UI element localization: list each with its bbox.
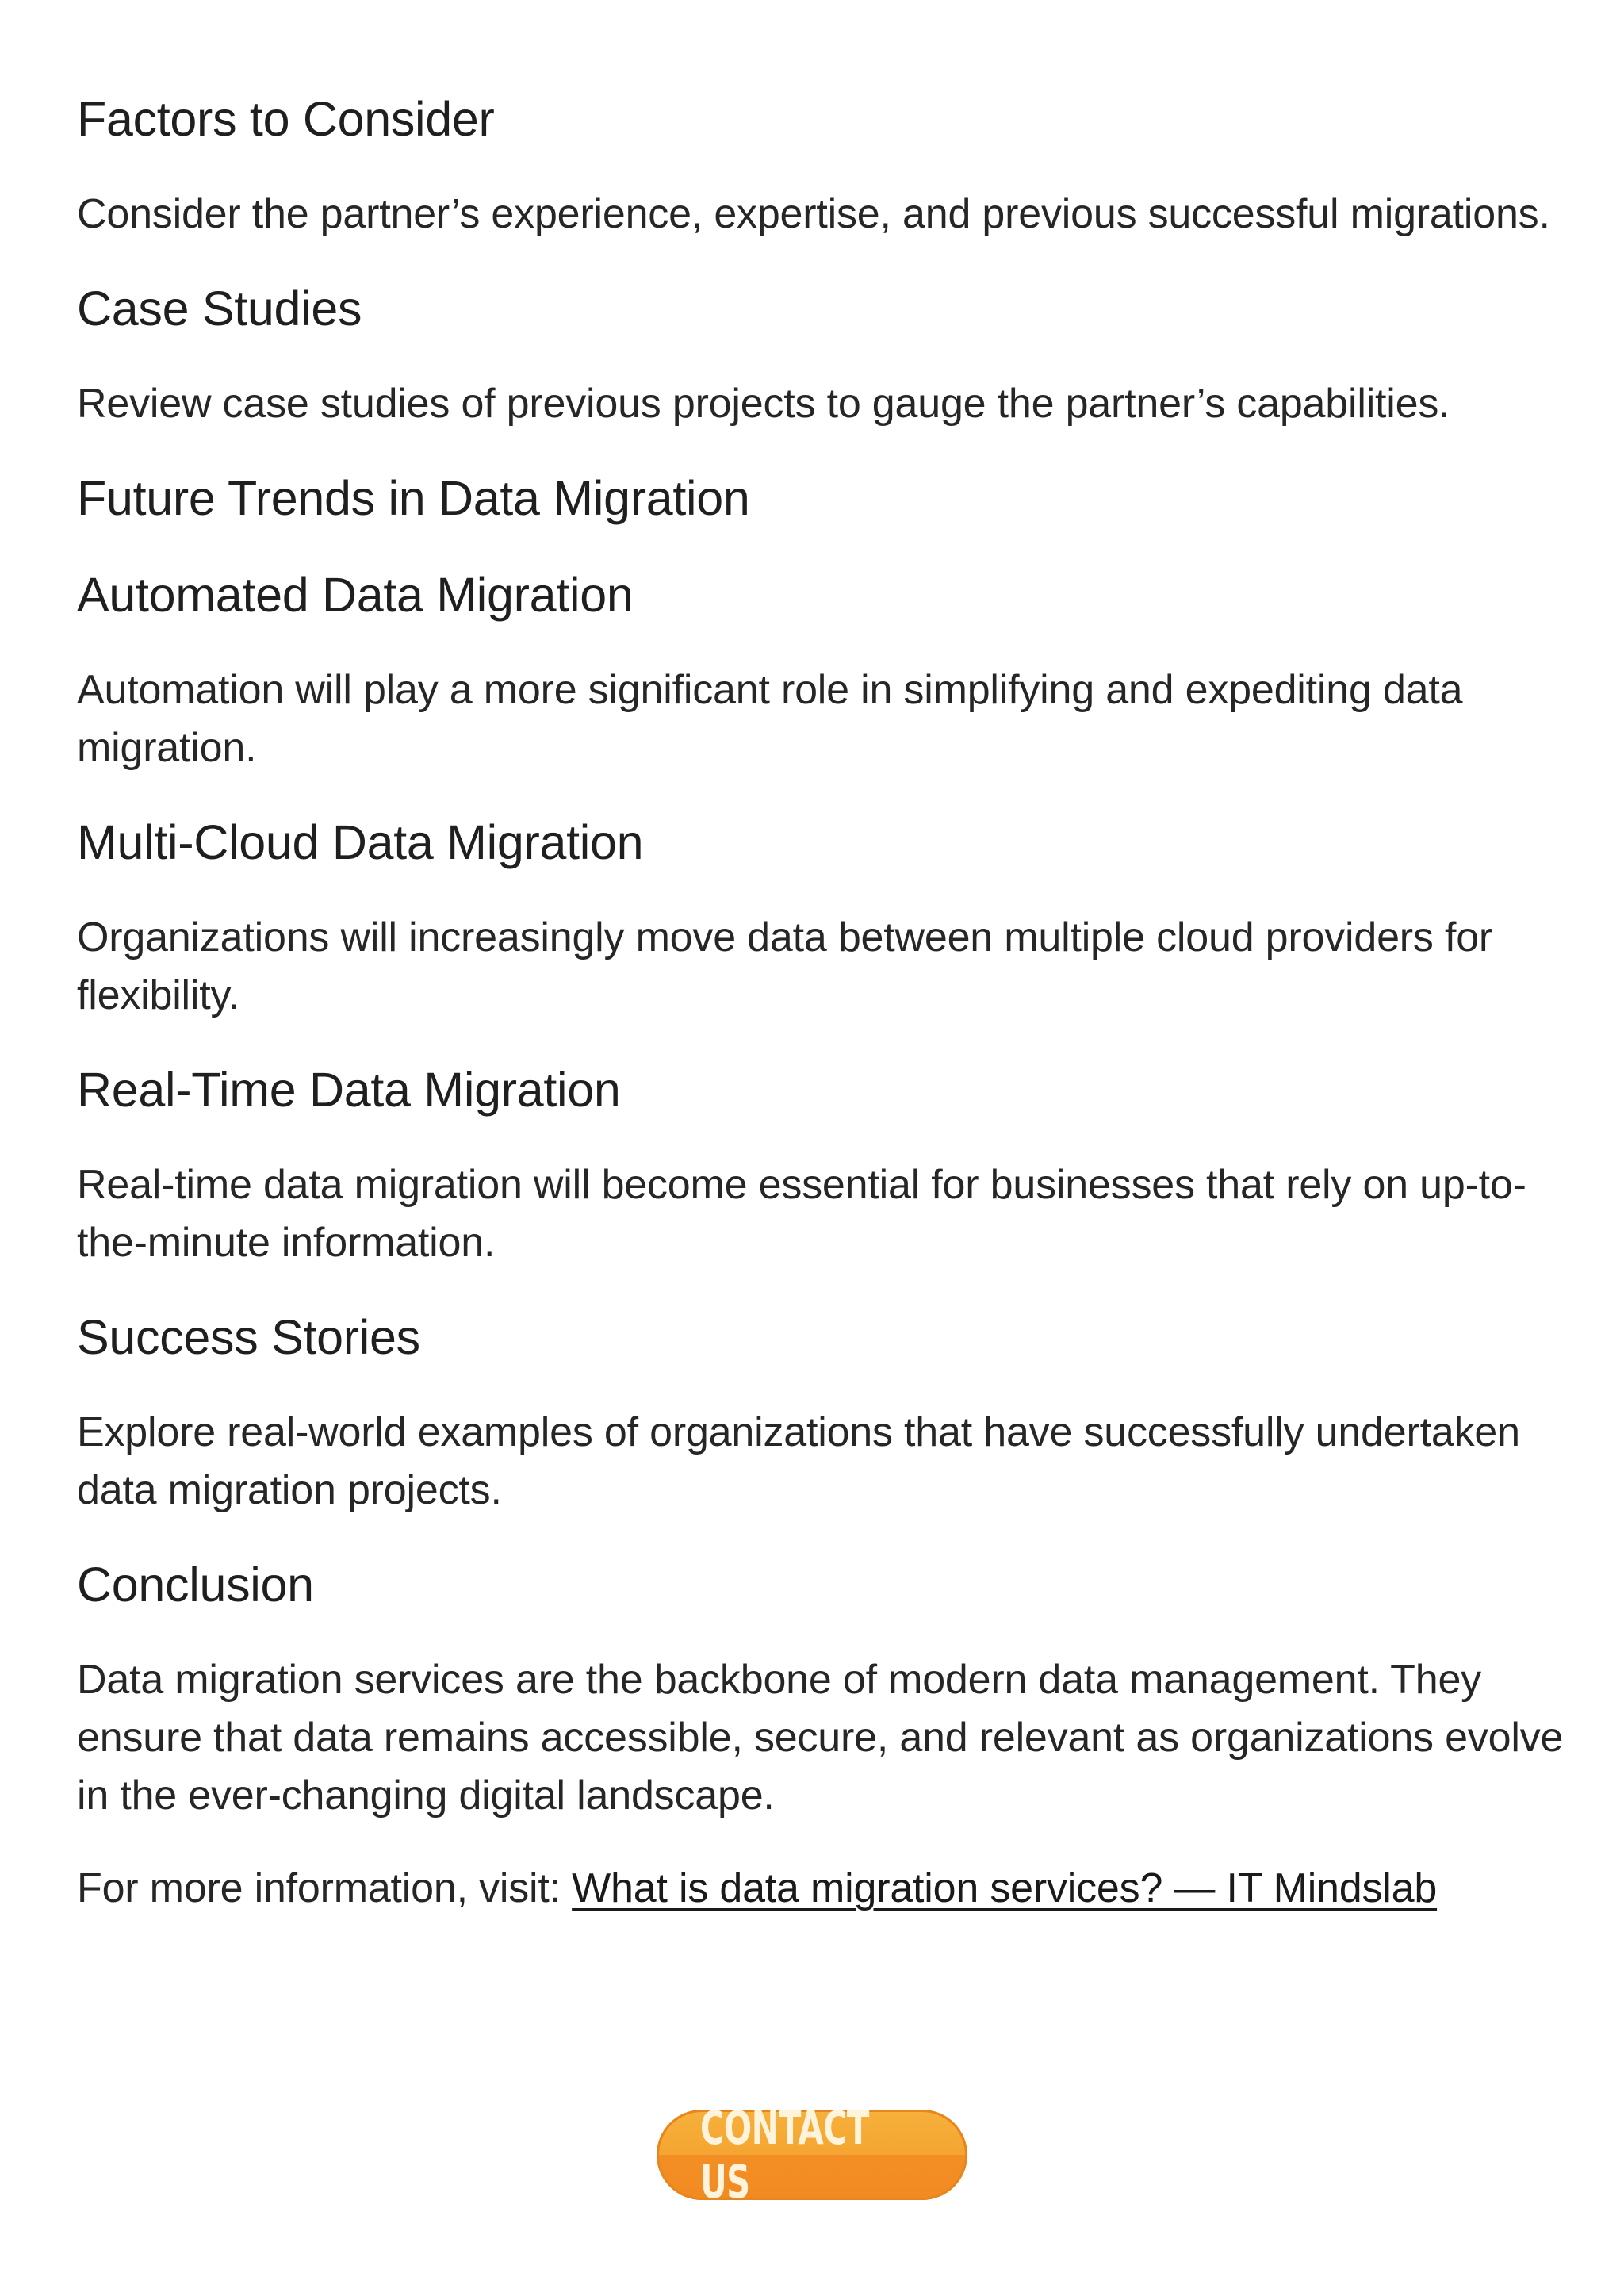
heading-future-trends: Future Trends in Data Migration <box>77 471 750 525</box>
paragraph-case-studies: Review case studies of previous projects to gauge the partner’s capabilities. <box>77 381 1450 427</box>
heading-factors-to-consider: Factors to Consider <box>77 92 495 146</box>
article-content <box>77 89 1568 1953</box>
more-info-prefix: For more information, visit: <box>77 1865 573 1911</box>
heading-conclusion: Conclusion <box>77 1558 314 1612</box>
paragraph-multi-cloud-data-migration: Organizations will increasingly move data between multiple cloud providers for flexibility. <box>77 914 1493 1018</box>
paragraph-success-stories: Explore real-world examples of organizations that have successfully undertaken data migration projects. <box>77 1409 1520 1513</box>
heading-automated-data-migration: Automated Data Migration <box>77 568 634 622</box>
contact-us-label: CONTACT US <box>699 2101 869 2209</box>
heading-case-studies: Case Studies <box>77 282 362 335</box>
more-info-line <box>77 1860 1568 1918</box>
paragraph-real-time-data-migration: Real-time data migration will become essential for businesses that rely on up-to-the-minute information. <box>77 1162 1526 1266</box>
paragraph-factors-to-consider: Consider the partner’s experience, expertise, and previous successful migrations. <box>77 191 1550 237</box>
more-info-link[interactable]: What is data migration services? — IT Mindslab <box>572 1865 1438 1911</box>
heading-success-stories: Success Stories <box>77 1310 420 1364</box>
contact-us-button[interactable] <box>657 2101 967 2209</box>
heading-real-time-data-migration: Real-Time Data Migration <box>77 1063 621 1117</box>
paragraph-automated-data-migration: Automation will play a more significant role in simplifying and expediting data migration. <box>77 667 1463 771</box>
heading-multi-cloud-data-migration: Multi-Cloud Data Migration <box>77 815 644 869</box>
cta-container <box>0 2101 1624 2209</box>
paragraph-conclusion: Data migration services are the backbone of modern data management. They ensure that data remains accessible, secure, and relevant as organizations evolve in the ever-changing digital landscape. <box>77 1657 1564 1819</box>
